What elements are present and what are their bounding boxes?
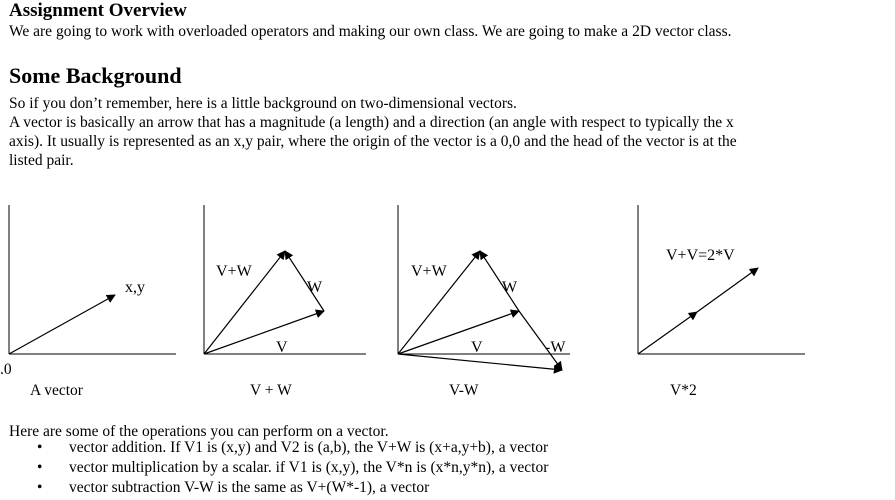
- caption-v-times-two: V*2: [670, 382, 697, 399]
- caption-v-plus-w: V + W: [250, 382, 292, 399]
- figure-v-minus-w: [398, 205, 570, 370]
- list-item: [0, 458, 548, 478]
- fig4-v-arrow-first: [638, 312, 697, 354]
- fig2-w-label: W: [307, 279, 323, 296]
- vector-figures: [0, 195, 895, 395]
- operation-text: vector addition. If V1 is (x,y) and V2 is (a,b), the V+W is (x+a,y+b), a vector: [69, 439, 549, 456]
- origin-label: .0: [0, 361, 12, 378]
- background-heading: Some Background: [9, 63, 182, 88]
- operations-list: [0, 438, 548, 498]
- caption-v-minus-w: V-W: [449, 382, 479, 399]
- bullet-icon: •: [37, 459, 43, 476]
- list-item: [0, 438, 548, 458]
- fig3-w-label: W: [502, 279, 518, 296]
- fig1-point-label: x,y: [125, 279, 145, 296]
- background-line-4: listed pair.: [9, 152, 74, 169]
- operation-text: vector multiplication by a scalar. if V1 is (x,y), the V*n is (x*n,y*n), a vector: [69, 459, 549, 476]
- figure-a-vector: [9, 205, 176, 354]
- fig4-v-arrow-second: [697, 268, 758, 312]
- fig2-v-label: V: [276, 339, 288, 356]
- background-line-2: A vector is basically an arrow that has a magnitude (a length) and a direction (an angle with respect to typically the x: [9, 114, 734, 131]
- list-item: [0, 478, 548, 498]
- operations-intro: Here are some of the operations you can perform on a vector.: [9, 423, 389, 440]
- operation-text: vector subtraction V-W is the same as V+(W*-1), a vector: [69, 479, 430, 496]
- figure-v-plus-w: [204, 205, 366, 356]
- fig3-neg-w-label: -W: [545, 339, 566, 356]
- fig4-label: V+V=2*V: [666, 247, 735, 264]
- fig1-vector-arrow: [9, 295, 115, 354]
- figure-v-times-two: [638, 205, 805, 354]
- fig3-difference-arrow: [398, 354, 562, 370]
- background-line-1: So if you don’t remember, here is a little background on two-dimensional vectors.: [9, 95, 517, 112]
- fig3-v-label: V: [471, 339, 483, 356]
- fig2-v-arrow: [204, 311, 324, 354]
- bullet-icon: •: [37, 479, 43, 496]
- overview-text: We are going to work with overloaded operators and making our own class. We are going to make a 2D vector class.: [9, 23, 732, 40]
- background-line-3: axis). It usually is represented as an x,y pair, where the origin of the vector is a 0,0 and the head of the vector is at the: [9, 133, 737, 150]
- fig3-sum-label: V+W: [411, 263, 447, 280]
- fig2-sum-label: V+W: [216, 263, 252, 280]
- bullet-icon: •: [37, 439, 43, 456]
- fig3-v-arrow: [398, 311, 519, 354]
- overview-heading: Assignment Overview: [9, 0, 187, 21]
- caption-a-vector: A vector: [30, 382, 83, 399]
